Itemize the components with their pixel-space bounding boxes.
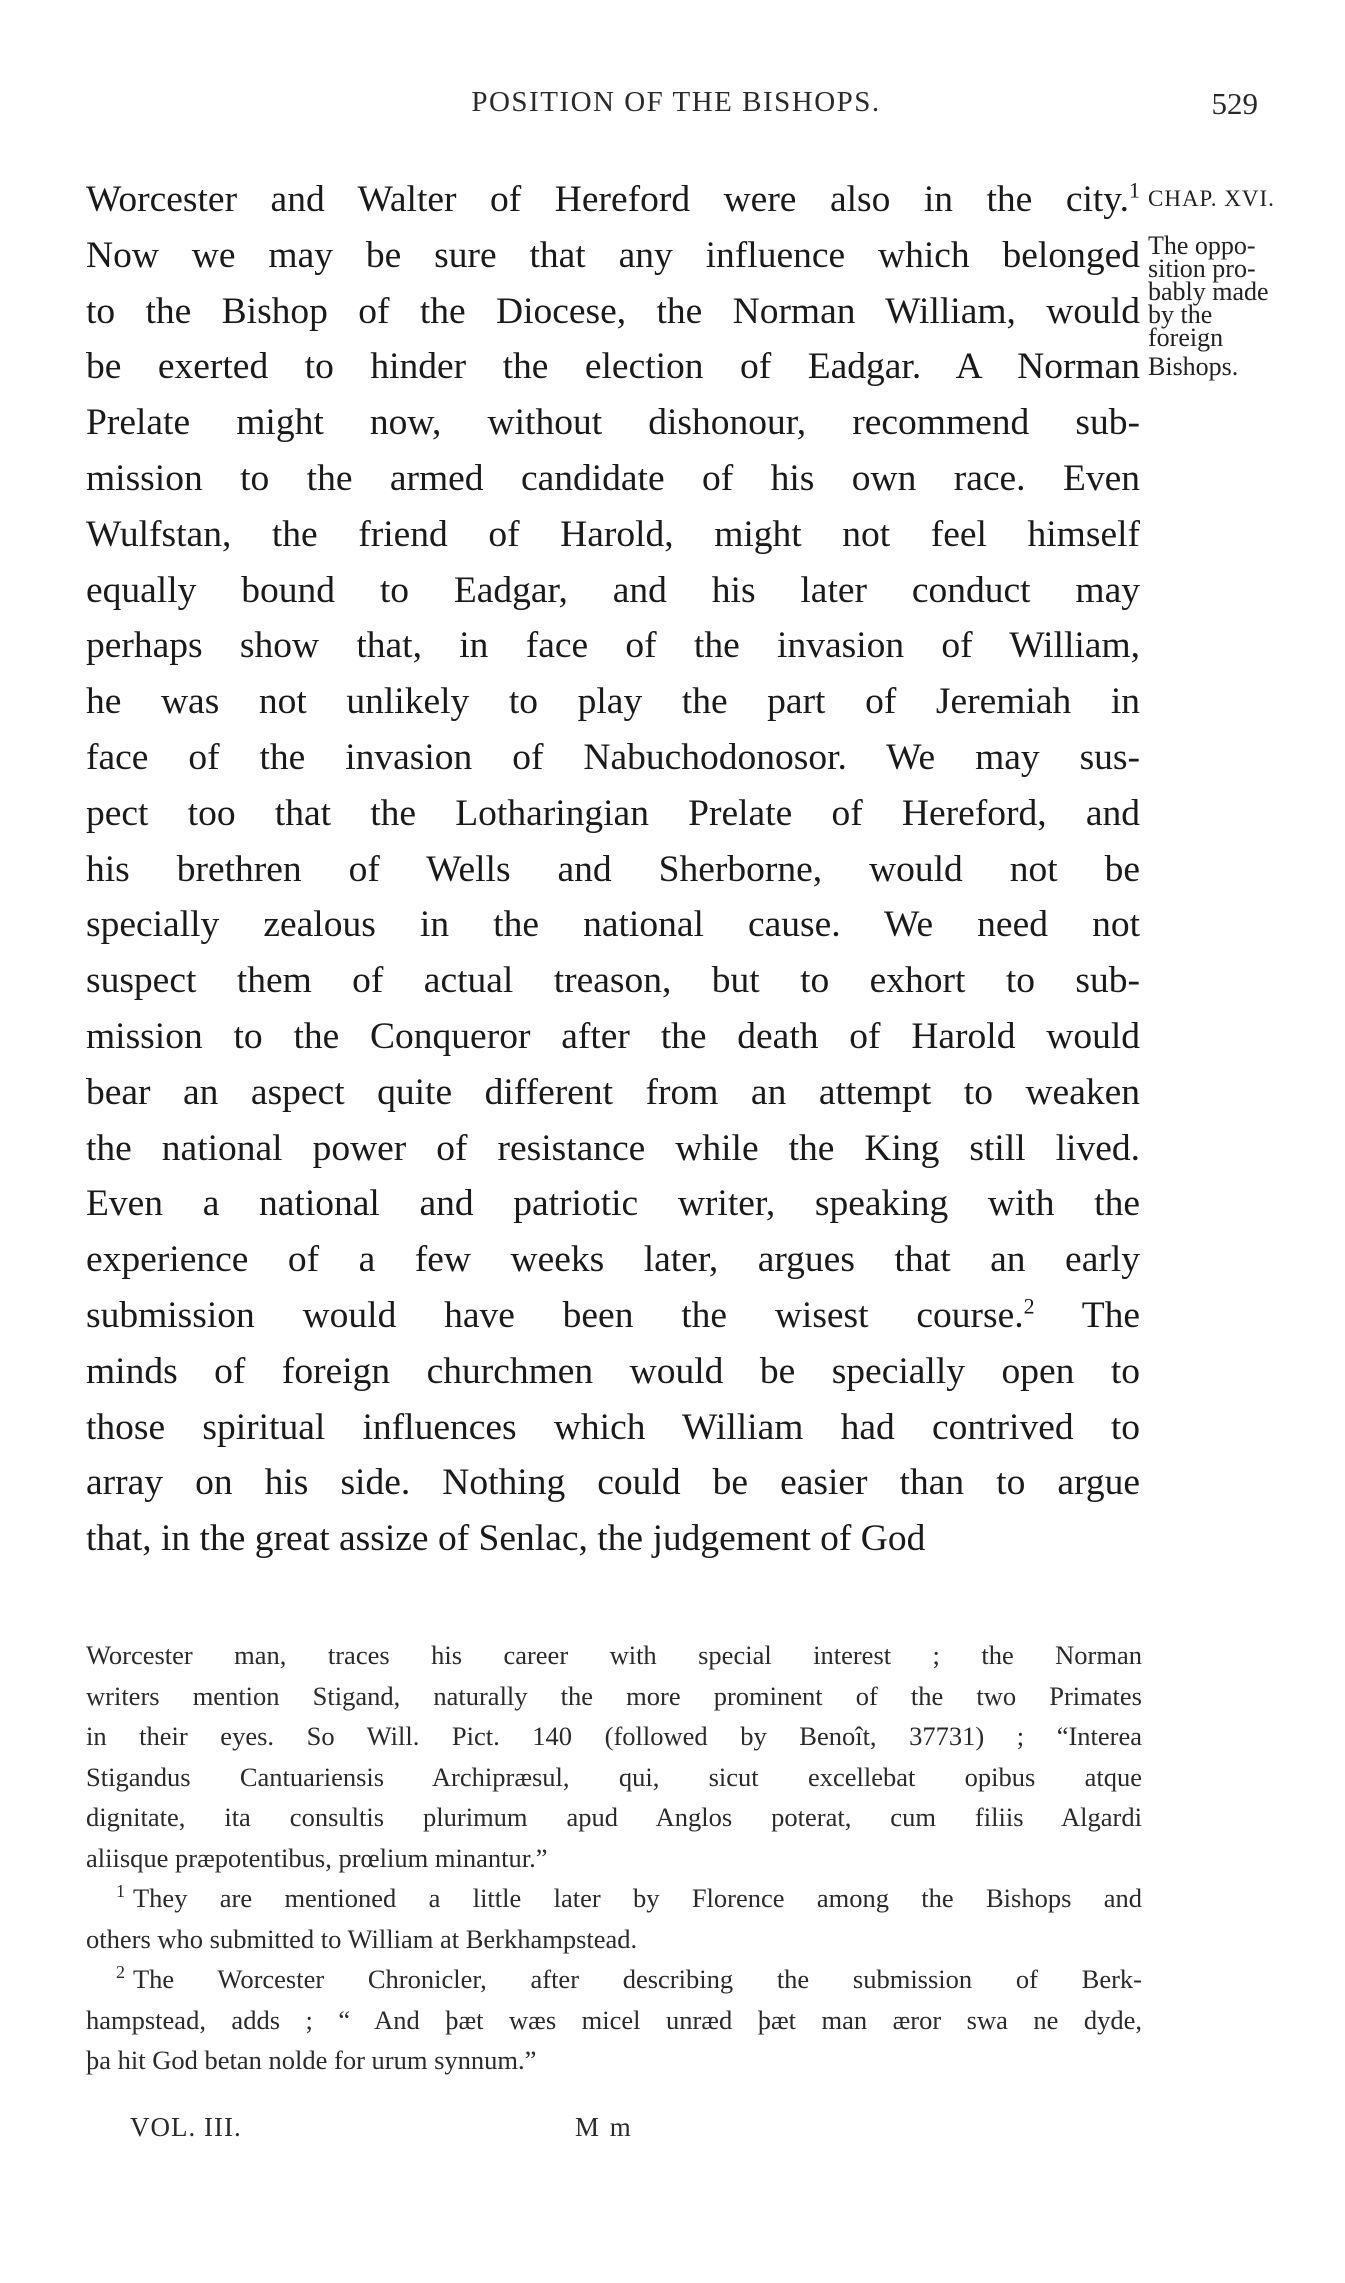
text-line: mission to the armed candidate of his own race. Even [86, 457, 1140, 499]
text-line: Even a national and patriotic writer, speaking with the [86, 1183, 1140, 1225]
text-line: Now we may be sure that any influence which belonged [86, 234, 1140, 276]
footnote-2: $^2$ The Worcester Chronicler, after describing the submission of Berk- [116, 1962, 1142, 1994]
text-line: his brethren of Wells and Sherborne, would not be [86, 848, 1140, 890]
text-line: be exerted to hinder the election of Eadgar. A Norman [86, 346, 1140, 388]
text-line: equally bound to Eadgar, and his later conduct may [86, 569, 1140, 611]
footnote-line: þa hit God betan nolde for urum synnum.” [86, 2045, 537, 2075]
text-line: Wulfstan, the friend of Harold, might not feel himself [86, 513, 1140, 555]
marginal-line: by the [1148, 300, 1213, 329]
marginal-line: The oppo- [1148, 231, 1256, 260]
marginal-line: Bishops. [1148, 352, 1239, 381]
footnote-mark-2: 2 [116, 1962, 125, 1983]
text-line: Prelate might now, without dishonour, recommend sub- [86, 402, 1140, 444]
marginal-line: bably made [1148, 277, 1269, 306]
running-head [86, 86, 1266, 130]
footnote-line: others who submitted to William at Berkhampstead. [86, 1923, 638, 1954]
text-line-21: submission would have been the wisest course.$^2$ The [86, 1293, 1141, 1336]
text-line-1: Worcester and Walter of Hereford were also in the city.$^1$ [86, 177, 1140, 220]
text-line: to the Bishop of the Diocese, the Norman William, would [86, 290, 1140, 332]
text-line: pect too that the Lotharingian Prelate of Hereford, and [86, 792, 1140, 834]
text-line: suspect them of actual treason, but to exhort to sub- [86, 960, 1140, 1002]
text-line: he was not unlikely to play the part of Jeremiah in [86, 681, 1140, 723]
main-text [86, 172, 1140, 1567]
signature-line [130, 2112, 730, 2152]
footnote-line: hampstead, adds ; “ And þæt wæs micel unræd þæt man æror swa ne dyde, [86, 2004, 1142, 2035]
text-line: that, in the great assize of Senlac, the judgement of God [86, 1518, 926, 1560]
text-line: those spiritual influences which William had contrived to [86, 1406, 1140, 1448]
text-line: mission to the Conqueror after the death of Harold would [86, 1015, 1140, 1057]
text-line: specially zealous in the national cause. We need not [86, 904, 1140, 946]
marginal-line: sition pro- [1148, 254, 1256, 283]
footnote-mark-1: 1 [116, 1881, 125, 1902]
text-line: bear an aspect quite different from an attempt to weaken [86, 1071, 1140, 1113]
text-line: the national power of resistance while the King still lived. [86, 1127, 1140, 1169]
footnote-line: writers mention Stigand, naturally the more prominent of the two Primates [86, 1680, 1142, 1711]
text-line: experience of a few weeks later, argues that an early [86, 1239, 1140, 1281]
footnote-line: dignitate, ita consultis plurimum apud Anglos poterat, cum filiis Algardi [86, 1802, 1142, 1832]
text-line: array on his side. Nothing could be easier than to argue [86, 1462, 1140, 1504]
footnote-line: aliisque præpotentibus, prœlium minantur.” [86, 1842, 548, 1873]
marginal-line: foreign [1148, 323, 1224, 352]
text-line: face of the invasion of Nabuchodonosor. We may sus- [86, 736, 1140, 778]
footnote-line: in their eyes. So Will. Pict. 140 (followed by Benoît, 37731) ; “Interea [86, 1721, 1142, 1751]
marginal-note [1148, 186, 1338, 381]
chapter-label: CHAP. XVI. [1148, 186, 1275, 211]
footnote-ref-1: 1 [1129, 177, 1140, 203]
footnote-line: Stigandus Cantuariensis Archipræsul, qui, sicut excellebat opibus atque [86, 1761, 1142, 1792]
text-line: minds of foreign churchmen would be specially open to [86, 1350, 1140, 1392]
footnote-line: Worcester man, traces his career with special interest ; the Norman [86, 1640, 1142, 1670]
footnote-1: $^1$ They are mentioned a little later by Florence among the Bishops and [116, 1881, 1142, 1913]
signature-mark: M m [575, 2112, 633, 2142]
footnote-ref-2: 2 [1023, 1293, 1035, 1319]
text-line: perhaps show that, in face of the invasion of William, [86, 625, 1140, 667]
running-title: POSITION OF THE BISHOPS. [471, 86, 881, 118]
page-number: 529 [1211, 86, 1258, 121]
volume-label: VOL. III. [130, 2112, 242, 2142]
footnotes [86, 1635, 1142, 2081]
